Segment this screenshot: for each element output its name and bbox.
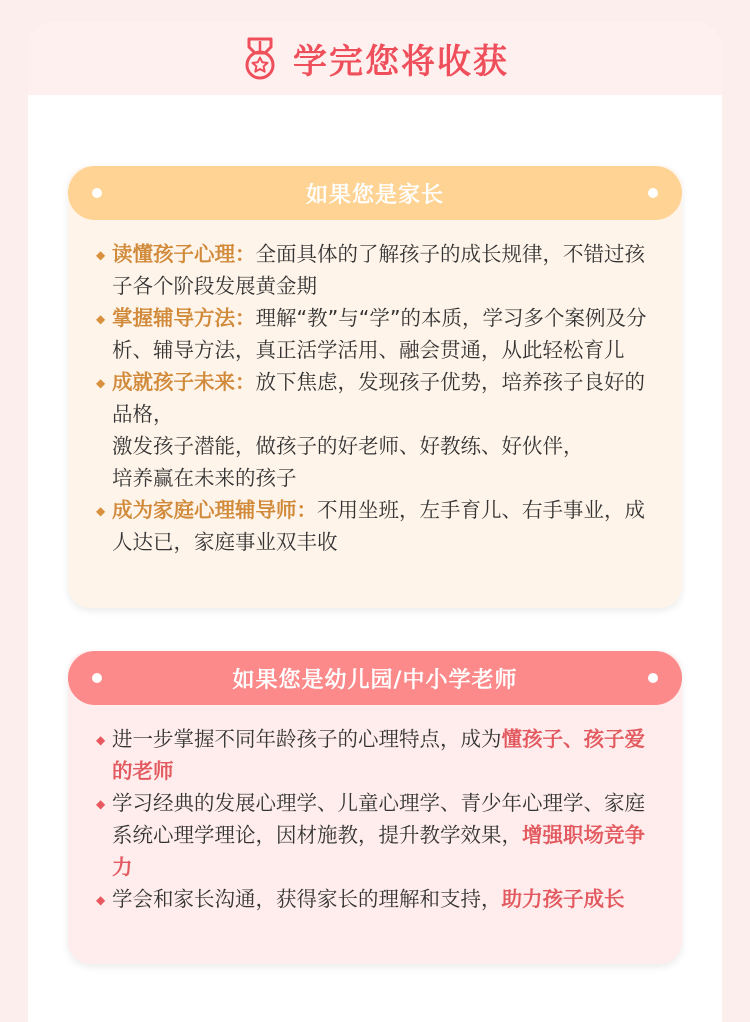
item-text: 进一步掌握不同年龄孩子的心理特点，成为 xyxy=(112,727,502,751)
item-key: 成就孩子未来： xyxy=(112,370,256,394)
item-key: 掌握辅导方法： xyxy=(112,306,256,330)
item-text-line: 激发孩子潜能，做孩子的好老师、好教练、好伙伴， xyxy=(112,434,584,458)
dot-left xyxy=(92,673,102,683)
item-text: 学会和家长沟通，获得家长的理解和支持， xyxy=(112,887,502,911)
parent-card-title xyxy=(68,166,682,220)
dot-right xyxy=(648,188,658,198)
parent-card-title-text: 如果您是家长 xyxy=(305,182,444,208)
teacher-card xyxy=(68,651,682,964)
list-item xyxy=(96,787,648,883)
list-item xyxy=(96,723,648,787)
page-title: 学完您将收获 xyxy=(293,42,509,82)
list-item xyxy=(96,238,648,302)
diamond-bullet-icon: ◆ xyxy=(96,248,106,262)
diamond-bullet-icon: ◆ xyxy=(96,376,106,390)
benefits-panel xyxy=(28,22,722,1022)
diamond-bullet-icon: ◆ xyxy=(96,893,106,907)
item-highlight: 助力孩子成长 xyxy=(501,887,625,911)
diamond-bullet-icon: ◆ xyxy=(96,797,106,811)
item-key: 成为家庭心理辅导师： xyxy=(112,498,317,522)
item-text: 学习经典的发展心理学、儿童心理学、青少年心理学、家庭系统心理学理论，因材施教，提升教学效果， xyxy=(112,791,645,847)
diamond-bullet-icon: ◆ xyxy=(96,733,106,747)
diamond-bullet-icon: ◆ xyxy=(96,504,106,518)
list-item xyxy=(96,302,648,366)
list-item xyxy=(96,883,648,915)
parent-card xyxy=(68,166,682,608)
teacher-benefits-list xyxy=(68,723,682,915)
item-text: 理解“教”与“学”的本质，学习多个案例及分析、辅导方法，真正活学活用、融会贯通，从此轻松育儿 xyxy=(112,306,647,362)
item-text: 不用坐班，左手育儿、右手事业，成人达已，家庭事业双丰收 xyxy=(112,498,645,554)
item-highlight: 懂孩子、孩子爱的老师 xyxy=(112,727,645,783)
medal-icon xyxy=(241,37,279,81)
parent-benefits-list xyxy=(68,238,682,558)
dot-right xyxy=(648,673,658,683)
item-text: 放下焦虑，发现孩子优势，培养孩子良好的品格， xyxy=(112,370,645,426)
item-text-line: 培养赢在未来的孩子 xyxy=(112,466,297,490)
teacher-card-title-text: 如果您是幼儿园/中小学老师 xyxy=(232,667,518,693)
dot-left xyxy=(92,188,102,198)
item-key: 读懂孩子心理： xyxy=(112,242,256,266)
panel-header xyxy=(28,22,722,95)
item-text: 全面具体的了解孩子的成长规律，不错过孩子各个阶段发展黄金期 xyxy=(112,242,645,298)
item-highlight: 增强职场竞争力 xyxy=(112,823,645,879)
list-item xyxy=(96,494,648,558)
teacher-card-title xyxy=(68,651,682,705)
diamond-bullet-icon: ◆ xyxy=(96,312,106,326)
list-item xyxy=(96,366,648,494)
